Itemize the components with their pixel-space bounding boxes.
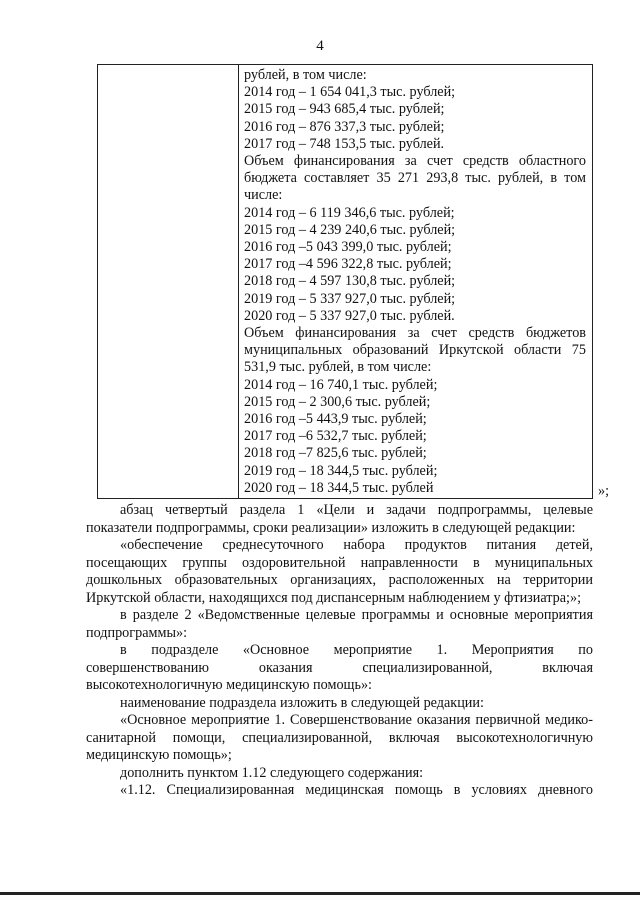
table-line: 2016 год – 876 337,3 тыс. рублей; [244,118,445,135]
paragraph: «обеспечение среднесуточного набора продуктов питания детей, посещающих группы оздоровительной направленности в муниципальных дошкольных образовательных организациях, расположенных на территории Иркутской области, находящихся под диспансерным наблюдением у фтизиатра;»; [86,537,593,606]
table-line: 2015 год – 4 239 240,6 тыс. рублей; [244,221,456,238]
table-line: 2016 год –5 443,9 тыс. рублей; [244,411,427,428]
table-cell-financing [244,67,586,497]
page-number: 4 [316,38,324,54]
table-line: 2016 год –5 043 399,0 тыс. рублей; [244,239,452,256]
table-line: 2014 год – 16 740,1 тыс. рублей; [244,376,438,393]
table-line: 2019 год – 18 344,5 тыс. рублей; [244,462,438,479]
paragraph: в разделе 2 «Ведомственные целевые программы и основные мероприятия подпрограммы»: [86,607,593,641]
table-line: Объем финансирования за счет средств бюджетов муниципальных образований Иркутской области 75 531,9 тыс. рублей, в том числе: [244,325,586,376]
document-body [86,502,593,800]
table-column-divider [238,65,239,498]
table-line: 2017 год –6 532,7 тыс. рублей; [244,428,427,445]
table-line: 2017 год – 748 153,5 тыс. рублей. [244,135,445,152]
table-line: 2017 год –4 596 322,8 тыс. рублей; [244,256,452,273]
paragraph: «Основное мероприятие 1. Совершенствование оказания первичной медико-санитарной помощи, специализированной, включая высокотехнологичную медицинскую помощь»; [86,712,593,763]
table-line: 2020 год – 18 344,5 тыс. рублей [244,479,434,496]
paragraph: дополнить пунктом 1.12 следующего содержания: [120,764,424,781]
paragraph: в подразделе «Основное мероприятие 1. Мероприятия по совершенствованию оказания специализированной, включая высокотехнологичную медицинскую помощь»: [86,642,593,693]
paragraph: «1.12. Специализированная медицинская помощь в условиях дневного [120,782,593,798]
paragraph: абзац четвертый раздела 1 «Цели и задачи подпрограммы, целевые показатели подпрограммы, сроки реализации» изложить в следующей редакции: [86,502,593,536]
table-line: 2018 год –7 825,6 тыс. рублей; [244,445,427,462]
paragraph: наименование подраздела изложить в следующей редакции: [120,694,484,711]
table-line: рублей, в том числе: [244,67,367,83]
table-line: Объем финансирования за счет средств областного бюджета составляет 35 271 293,8 тыс. рублей, в том числе: [244,153,586,204]
table-line: 2019 год – 5 337 927,0 тыс. рублей; [244,290,456,307]
table-line: 2015 год – 943 685,4 тыс. рублей; [244,101,445,118]
financing-table [97,64,593,499]
table-line: 2015 год – 2 300,6 тыс. рублей; [244,393,431,410]
table-line: 2014 год – 6 119 346,6 тыс. рублей; [244,204,455,221]
table-line: 2014 год – 1 654 041,3 тыс. рублей; [244,84,456,101]
table-closing-quote: »; [598,483,610,499]
table-line: 2018 год – 4 597 130,8 тыс. рублей; [244,273,456,290]
page-bottom-border [0,892,640,895]
table-line: 2020 год – 5 337 927,0 тыс. рублей. [244,307,455,324]
